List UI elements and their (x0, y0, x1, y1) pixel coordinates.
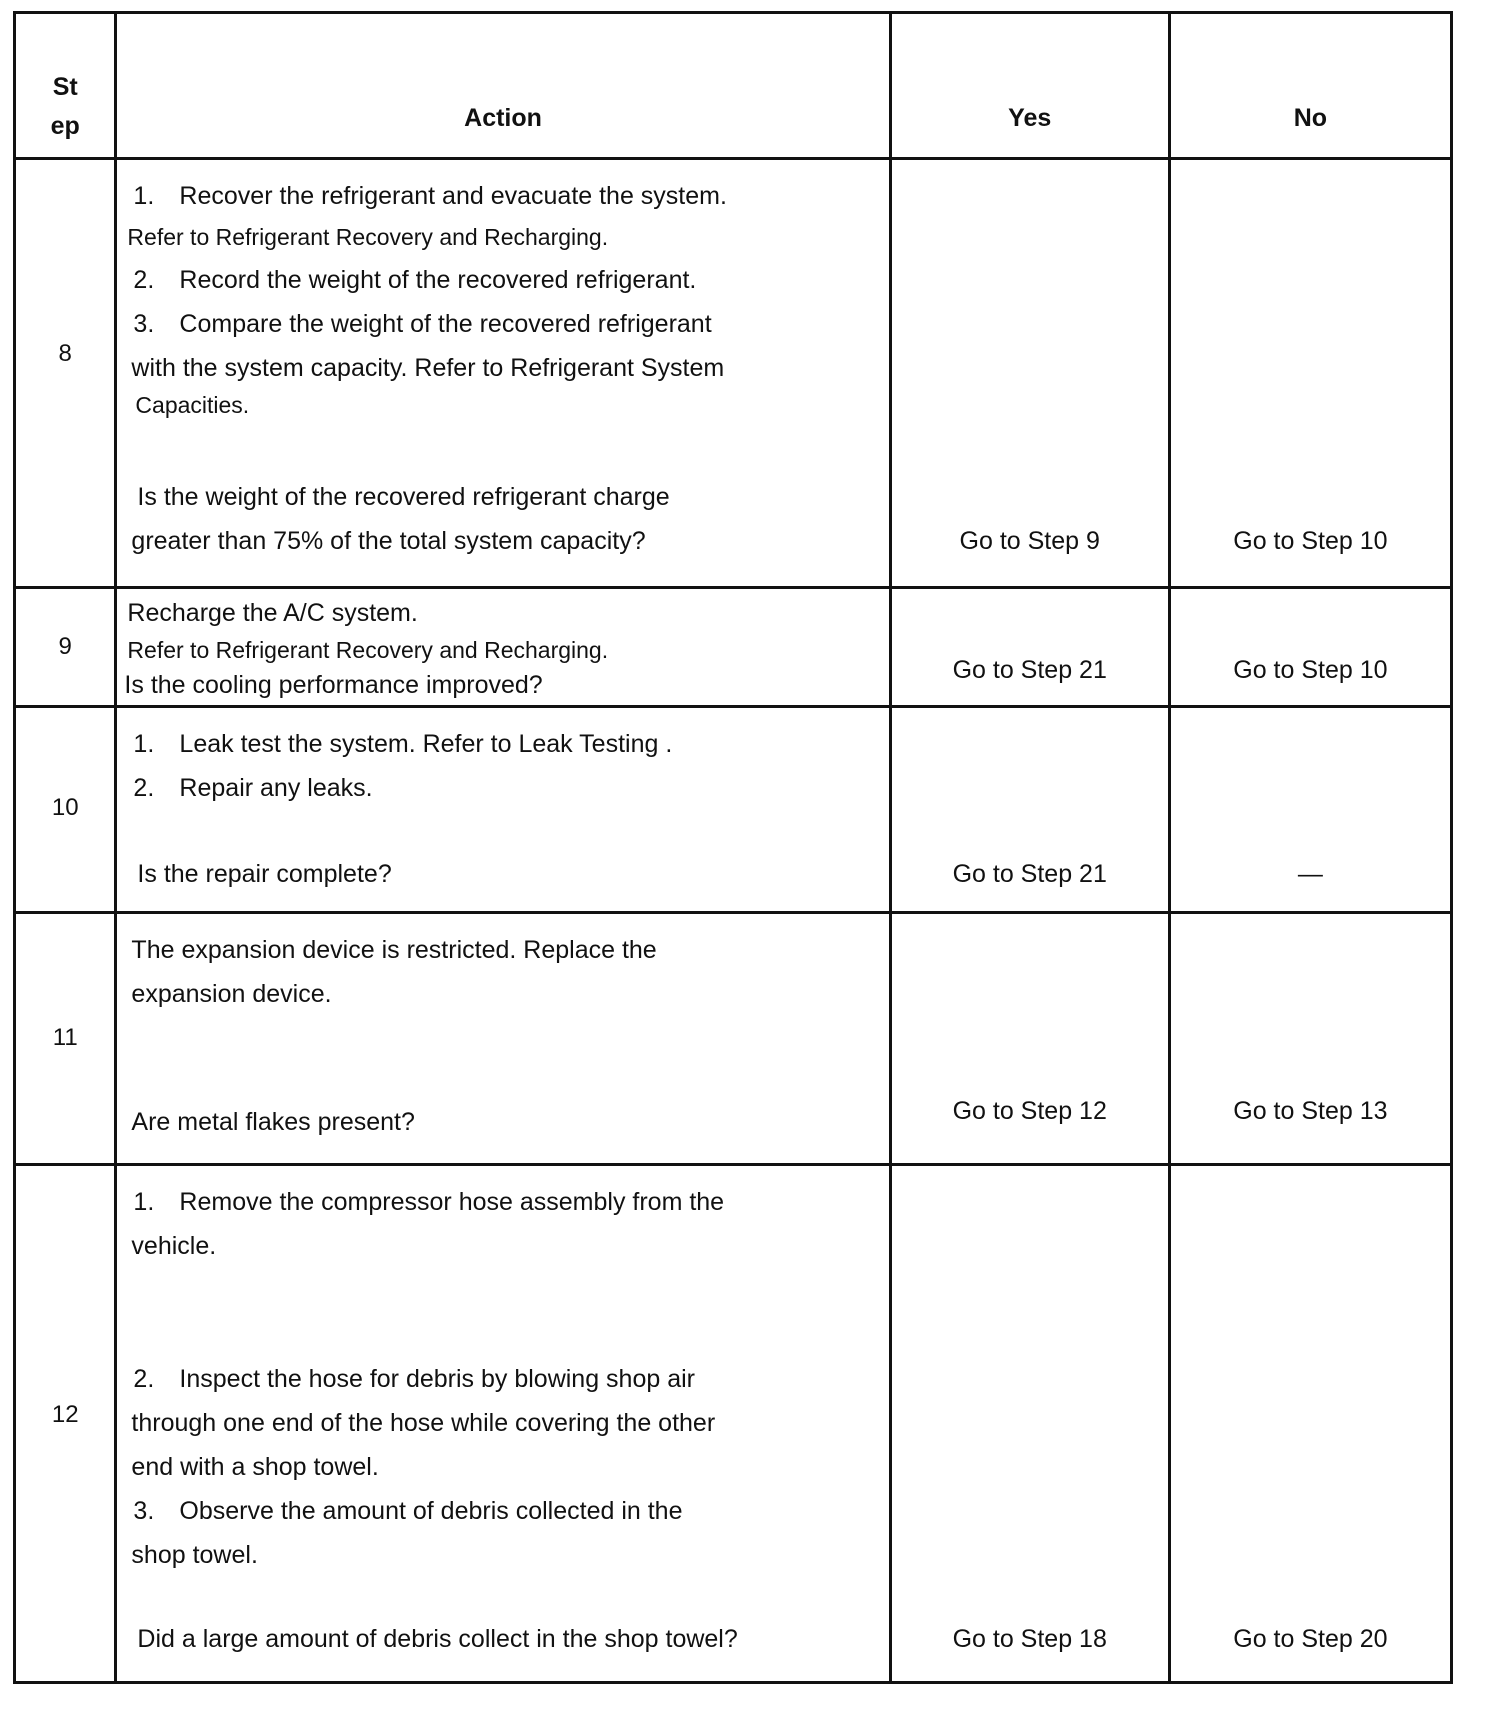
no-cell (1169, 159, 1451, 588)
action-line: 3. Compare the weight of the recovered refrigerant (133, 310, 712, 339)
no-answer: Go to Step 10 (1233, 527, 1388, 556)
action-cell (116, 1165, 890, 1683)
action-line: end with a shop towel. (131, 1453, 379, 1482)
step-number: 11 (52, 1023, 78, 1051)
yes-answer: Go to Step 18 (952, 1625, 1107, 1654)
header-no: No (1169, 13, 1451, 159)
yes-cell (890, 707, 1169, 912)
action-line: 3. Observe the amount of debris collected in the (133, 1497, 683, 1526)
step-cell (15, 707, 116, 912)
no-answer: Go to Step 10 (1233, 656, 1388, 685)
step-cell (15, 588, 116, 707)
step-number: 8 (58, 340, 72, 368)
step-cell (15, 912, 116, 1164)
action-line: through one end of the hose while covering the other (131, 1409, 716, 1438)
action-line: 1. Remove the compressor hose assembly from the (133, 1188, 725, 1217)
action-line: 2. Repair any leaks. (133, 774, 373, 803)
action-line: The expansion device is restricted. Replace the (131, 935, 657, 964)
step-number: 9 (58, 633, 72, 661)
yes-cell (890, 159, 1169, 588)
action-question: Did a large amount of debris collect in the shop towel? (137, 1625, 738, 1654)
table-row (15, 707, 1452, 912)
action-cell (116, 588, 890, 707)
action-cell (116, 707, 890, 912)
action-line: Refer to Refrigerant Recovery and Recharging. (127, 224, 609, 251)
no-answer: — (1297, 860, 1323, 889)
diagnostic-table (13, 11, 1453, 1684)
header-action: Action (116, 13, 890, 159)
action-question: greater than 75% of the total system capacity? (131, 527, 646, 556)
table-row (15, 588, 1452, 707)
step-number: 10 (51, 794, 79, 822)
yes-cell (890, 588, 1169, 707)
no-cell (1169, 912, 1451, 1164)
header-step-line2: ep (50, 112, 80, 140)
action-line: 2. Record the weight of the recovered refrigerant. (133, 266, 697, 295)
header-step (15, 13, 116, 159)
action-line: 1. Leak test the system. Refer to Leak Testing . (133, 730, 673, 759)
action-cell (116, 159, 890, 588)
action-line: shop towel. (131, 1541, 258, 1570)
header-step-line1: St (52, 73, 78, 101)
step-cell (15, 159, 116, 588)
step-number: 12 (51, 1401, 79, 1429)
action-line: with the system capacity. Refer to Refrigerant System (131, 354, 725, 383)
table-row (15, 912, 1452, 1164)
yes-answer: Go to Step 21 (952, 860, 1107, 889)
action-line: Recharge the A/C system. (127, 599, 418, 628)
action-question: Are metal flakes present? (131, 1107, 415, 1136)
action-line: Refer to Refrigerant Recovery and Recharging. (127, 637, 609, 664)
step-cell (15, 1165, 116, 1683)
yes-answer: Go to Step 9 (959, 527, 1100, 556)
table-row (15, 159, 1452, 588)
no-answer: Go to Step 20 (1233, 1625, 1388, 1654)
action-cell (116, 912, 890, 1164)
no-cell (1169, 707, 1451, 912)
yes-cell (890, 912, 1169, 1164)
no-cell (1169, 1165, 1451, 1683)
yes-answer: Go to Step 12 (952, 1096, 1107, 1125)
header-row (15, 13, 1452, 159)
action-line: 2. Inspect the hose for debris by blowing shop air (133, 1365, 695, 1394)
yes-answer: Go to Step 21 (952, 656, 1107, 685)
action-line: Capacities. (135, 392, 250, 419)
action-line: 1. Recover the refrigerant and evacuate the system. (133, 182, 727, 211)
no-cell (1169, 588, 1451, 707)
action-line: expansion device. (131, 979, 332, 1008)
yes-cell (890, 1165, 1169, 1683)
action-line: vehicle. (131, 1232, 217, 1261)
table-row (15, 1165, 1452, 1683)
action-question: Is the repair complete? (137, 860, 392, 889)
action-question: Is the weight of the recovered refrigerant charge (137, 483, 670, 512)
no-answer: Go to Step 13 (1233, 1096, 1388, 1125)
action-question: Is the cooling performance improved? (124, 671, 543, 700)
header-yes: Yes (890, 13, 1169, 159)
